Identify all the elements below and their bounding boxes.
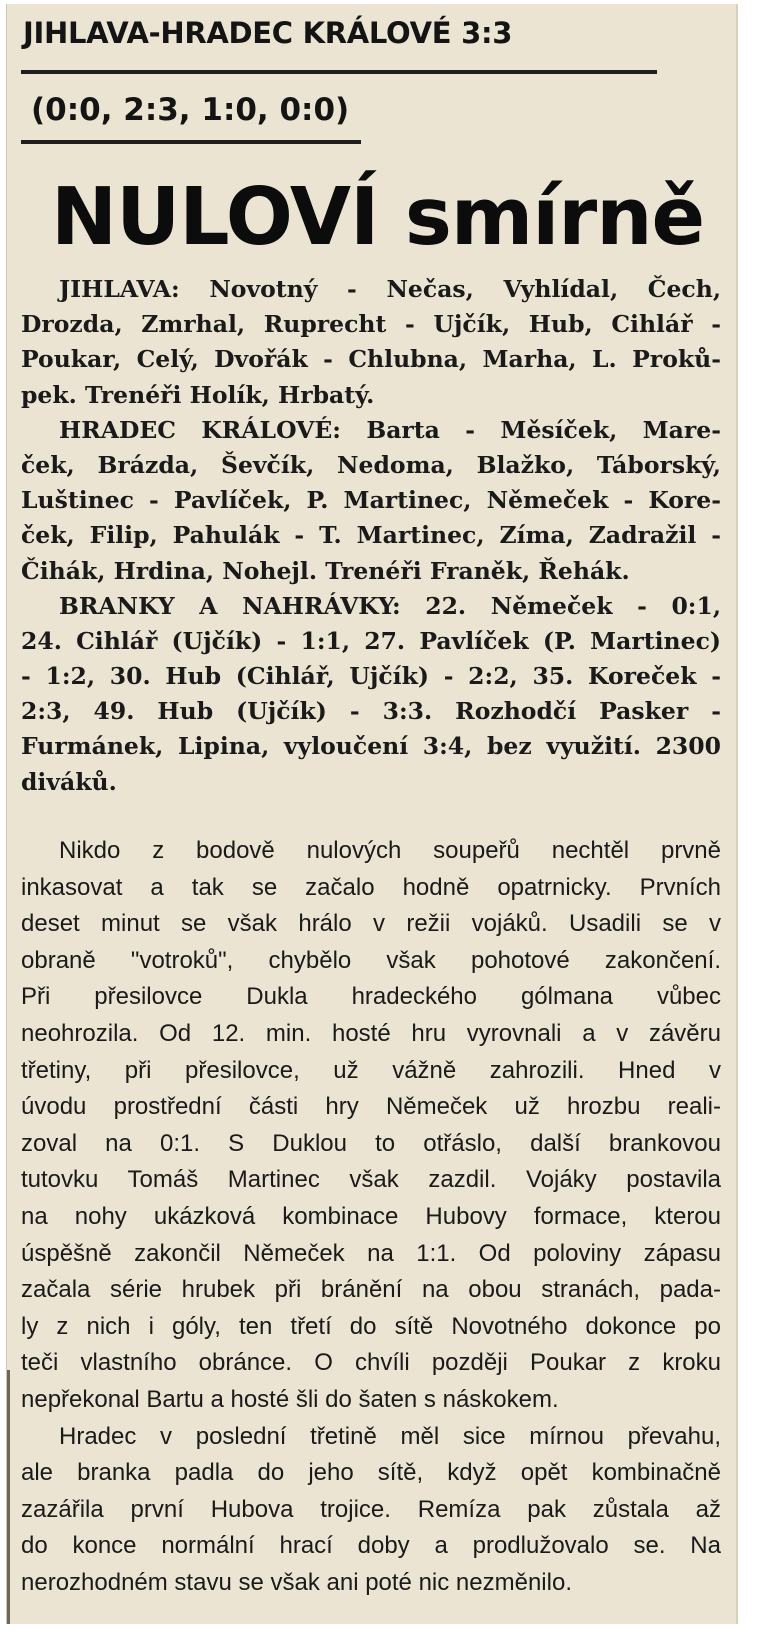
- text-line: diváků.: [21, 767, 117, 796]
- text-line: nepřekonal Bartu a hosté šli do šaten s náskokem.: [21, 1385, 559, 1413]
- newspaper-clipping: [6, 4, 738, 1624]
- text-line: zazářila první Hubova trojice. Remíza pak zůstala až: [21, 1495, 721, 1523]
- text-line: pek. Trenéři Holík, Hrbatý.: [21, 380, 375, 409]
- text-line: Furmánek, Lipina, vyloučení 3:4, bez využití. 2300: [21, 732, 721, 761]
- text-line: na nohy ukázková kombinace Hubovy formace, kterou: [21, 1202, 721, 1230]
- text-line: ly z nich i góly, ten třetí do sítě Novotného dokonce po: [21, 1312, 721, 1340]
- text-line: třetiny, při přesilovce, už vážně zahrozili. Hned v: [21, 1056, 721, 1084]
- text-line: Při přesilovce Dukla hradeckého gólmana vůbec: [21, 983, 721, 1011]
- text-line: BRANKY A NAHRÁVKY: 22. Němeček - 0:1,: [59, 591, 721, 620]
- scan-edge-shadow: [7, 1370, 10, 1624]
- text-line: inkasovat a tak se začalo hodně opatrnicky. Prvních: [21, 873, 721, 901]
- text-line: neohrozila. Od 12. min. hosté hru vyrovnali a v závěru: [21, 1019, 721, 1047]
- period-scores: (0:0, 2:3, 1:0, 0:0): [31, 92, 350, 128]
- text-line: - 1:2, 30. Hub (Cihlář, Ujčík) - 2:2, 35. Koreček -: [21, 662, 721, 691]
- text-line: 24. Cihlář (Ujčík) - 1:1, 27. Pavlíček (P. Martinec): [21, 626, 721, 655]
- headline: NULOVÍ smírně: [51, 171, 705, 263]
- text-line: úspěšně zakončil Němeček na 1:1. Od poloviny zápasu: [21, 1239, 721, 1267]
- text-line: ček, Filip, Pahulák - T. Martinec, Zíma, Zadražil -: [21, 521, 721, 550]
- period-scores-underline: [21, 140, 361, 144]
- match-report: [21, 833, 721, 1601]
- match-title: JIHLAVA-HRADEC KRÁLOVÉ 3:3: [23, 16, 513, 50]
- text-line: nerozhodném stavu se však ani poté nic nezměnilo.: [21, 1568, 572, 1596]
- title-underline: [21, 70, 657, 74]
- lineups-and-goals: [21, 272, 721, 800]
- text-line: teči vlastního obránce. O chvíli později Poukar z kroku: [21, 1349, 721, 1377]
- text-line: Drozda, Zmrhal, Ruprecht - Ujčík, Hub, Cihlář -: [21, 310, 721, 339]
- text-line: HRADEC KRÁLOVÉ: Barta - Měsíček, Mare-: [59, 415, 721, 444]
- text-line: Nikdo z bodově nulových soupeřů nechtěl prvně: [59, 837, 721, 864]
- text-line: Poukar, Celý, Dvořák - Chlubna, Marha, L. Proků-: [21, 345, 721, 374]
- text-line: JIHLAVA: Novotný - Nečas, Vyhlídal, Čech,: [59, 275, 721, 303]
- text-line: obraně "votroků", chybělo však pohotové zakončení.: [21, 946, 721, 974]
- text-line: Čihák, Hrdina, Nohejl. Trenéři Franěk, Řehák.: [21, 556, 630, 585]
- text-line: do konce normální hrací doby a prodlužovalo se. Na: [21, 1532, 721, 1560]
- text-line: 2:3, 49. Hub (Ujčík) - 3:3. Rozhodčí Pasker -: [21, 697, 721, 726]
- text-line: Hradec v poslední třetině měl sice mírnou převahu,: [59, 1422, 721, 1450]
- text-line: ček, Brázda, Ševčík, Nedoma, Blažko, Táborský,: [21, 450, 721, 479]
- text-line: ale branka padla do jeho sítě, když opět kombinačně: [21, 1459, 721, 1487]
- text-line: tutovku Tomáš Martinec však zazdil. Vojáky postavila: [21, 1166, 721, 1194]
- text-line: začala série hrubek při bránění na obou stranách, pada-: [21, 1276, 721, 1304]
- text-line: deset minut se však hrálo v režii vojáků. Usadili se v: [21, 910, 721, 938]
- text-line: Luštinec - Pavlíček, P. Martinec, Němeček - Kore-: [21, 486, 721, 515]
- text-line: zoval na 0:1. S Duklou to otřáslo, další brankovou: [21, 1129, 721, 1157]
- text-line: úvodu prostřední části hry Němeček už hrozbu reali-: [21, 1093, 721, 1121]
